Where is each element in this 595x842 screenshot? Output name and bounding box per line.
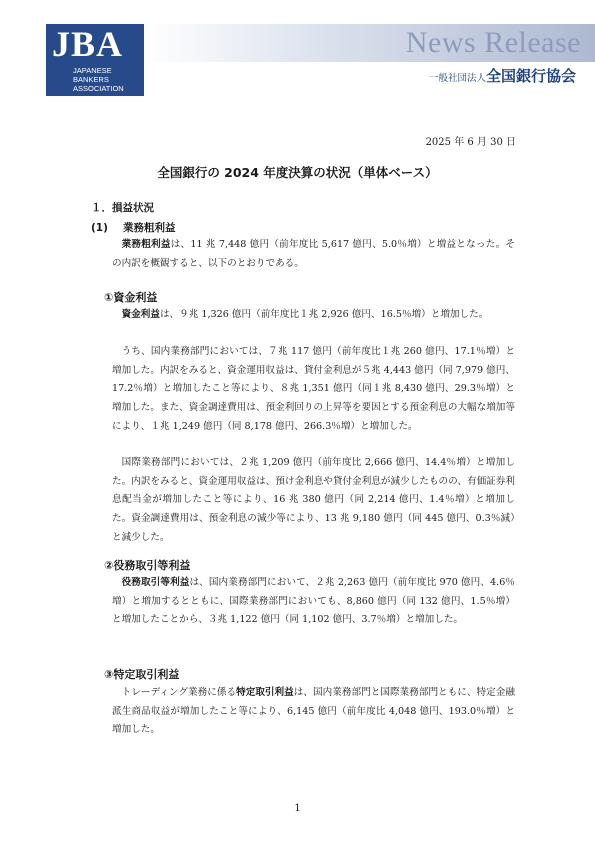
organization-main: 全国銀行協会 [485, 67, 576, 85]
fees-heading: ②役務取引等利益 [104, 559, 191, 572]
paragraph-text: は、９兆 1,326 億円（前年度比１兆 2,926 億円、16.5％増）と増加した。 [159, 309, 489, 320]
news-release-title: News Release [405, 26, 581, 59]
paragraph-text: は、国内業務部門と国際業務部門ともに、特定金融派生商品収益が増加したこと等により、6,145 億円（前年度比 4,048 億円、193.0％増）と増加した。 [112, 687, 516, 736]
page-number: 1 [294, 803, 301, 814]
bold-term: 業務粗利益 [121, 239, 171, 250]
logo-sub-line: ASSOCIATION [73, 84, 124, 93]
funding-paragraph-international: 国際業務部門においては、２兆 1,209 億円（前年度比 2,666 億円、14.4％増）と増加した。内訳をみると、資金運用収益は、預け金利息や貸付金利息が減少したものの、有価証券利息配当金が増加したこと等により、16 兆 380 億円（同 2,214 億円、1.4％増）と増加した。資金調達費用は、預金利息の減少等により、13 兆 9,180 億円（同 445 億円、0.3％減）と減少した。 [112, 457, 515, 543]
subsection-title: 業務粗利益 [123, 222, 176, 234]
subsection-heading [91, 221, 176, 235]
section-heading: １．損益状況 [91, 202, 154, 214]
organization-prefix: 一般社団法人 [428, 73, 486, 84]
logo-subtitle [73, 66, 124, 93]
paragraph-lead: トレーディング業務に係る [121, 687, 237, 698]
document-title: 全国銀行の 2024 年度決算の状況（単体ベース） [157, 165, 438, 180]
jba-logo [46, 24, 144, 96]
paragraph-text: は、11 兆 7,448 億円（前年度比 5,617 億円、5.0％増）と増益となった。その内訳を概観すると、以下のとおりである。 [112, 239, 515, 269]
bold-term: 資金利益 [121, 309, 160, 320]
fees-paragraph [112, 574, 515, 630]
paragraph-text: は、国内業務部門において、２兆 2,263 億円（前年度比 970 億円、4.6％増）と増加するとともに、国際業務部門においても、8,860 億円（同 132 億円、1.5％増）と増加したことから、３兆 1,122 億円（同 1,102 億円、3.7％増）と増加した。 [112, 577, 515, 626]
bold-term: 特定取引利益 [236, 687, 294, 698]
funding-heading: ①資金利益 [104, 291, 158, 304]
bold-term: 役務取引等利益 [121, 577, 190, 588]
release-date: 2025 年 6 月 30 日 [425, 137, 516, 148]
logo-sub-line: JAPANESE [73, 66, 112, 75]
trading-paragraph [112, 684, 515, 740]
subsection-number: (1) [91, 222, 108, 234]
trading-heading: ③特定取引利益 [104, 668, 180, 681]
logo-text: JBA [52, 24, 124, 64]
funding-paragraph-domestic: うち、国内業務部門においては、７兆 117 億円（前年度比１兆 260 億円、17.1％増）と増加した。内訳をみると、資金運用収益は、貸付金利息が５兆 4,443 億円（同 7,979 億円、17.2％増）と増加したこと等により、８兆 1,351 億円（同１兆 8,430 億円、29.3％増）と増加した。また、資金調達費用は、預金利回りの上昇等を要因とする預金利息の大幅な増加等により、１兆 1,249 億円（同 8,178 億円、266.3％増）と増加した。 [112, 346, 515, 432]
logo-sub-line: BANKERS [73, 75, 109, 84]
funding-paragraph-1 [112, 306, 515, 325]
gross-profit-paragraph [112, 236, 515, 273]
organization-name [429, 65, 576, 86]
